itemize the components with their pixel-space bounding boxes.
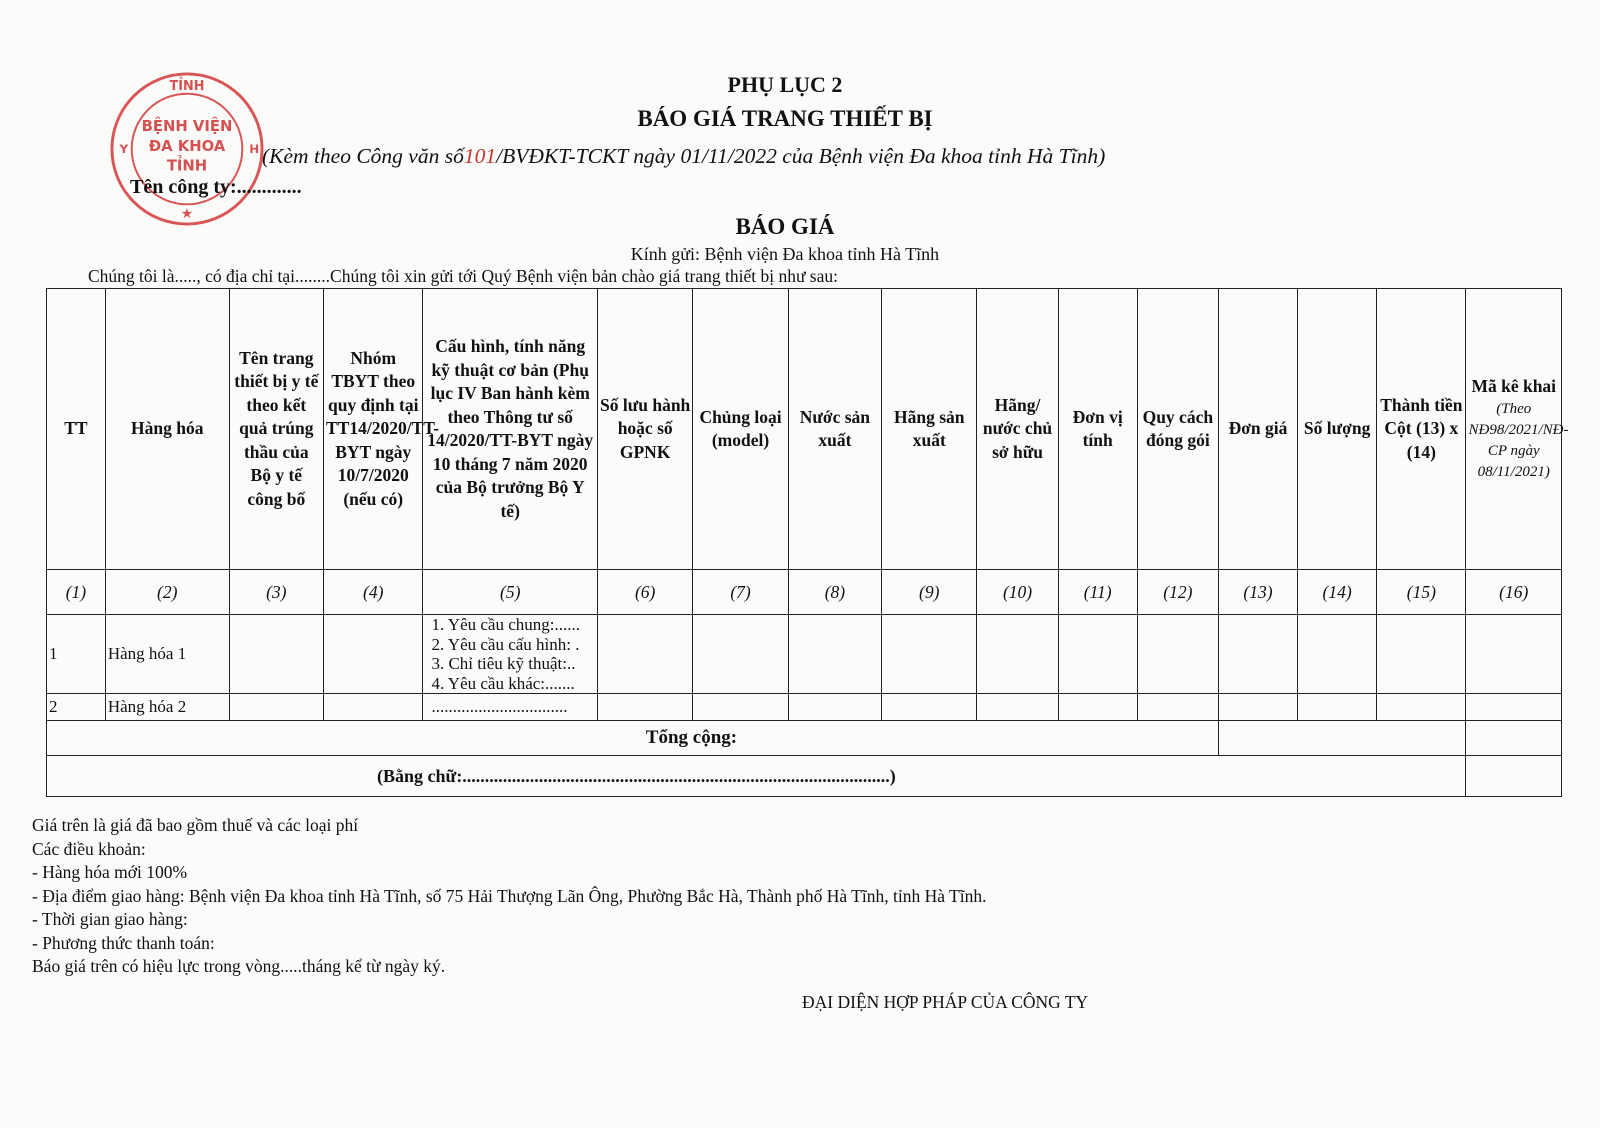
appendix-title: PHỤ LỤC 2 xyxy=(727,72,843,97)
header-cell: Tên trang thiết bị y tế theo kết quả trúng thầu của Bộ y tế công bố xyxy=(229,289,323,570)
header-cell-label: Mã kê khai xyxy=(1471,375,1557,396)
empty-cell xyxy=(1137,615,1218,694)
subtitle-number: 101 xyxy=(463,144,497,168)
table-row xyxy=(47,694,1562,721)
column-number: (8) xyxy=(788,570,881,615)
header-cell: Nhóm TBYT theo quy định tại TT14/2020/TT-BYT ngày 10/7/2020 (nếu có) xyxy=(324,289,423,570)
svg-text:ĐA KHOA: ĐA KHOA xyxy=(148,137,226,155)
terms-notes xyxy=(32,814,986,979)
note-line: Giá trên là giá đã bao gồm thuế và các loại phí xyxy=(32,815,359,835)
note-line: Báo giá trên có hiệu lực trong vòng.....tháng kể từ ngày ký. xyxy=(32,956,446,976)
config-line: 2. Yêu cầu cấu hình: . xyxy=(431,634,580,654)
column-number: (15) xyxy=(1377,570,1466,615)
header-cell: Đơn giá xyxy=(1218,289,1297,570)
intro-line: Chúng tôi là....., có địa chỉ tại........Chúng tôi xin gửi tới Quý Bệnh viện bản chào giá trang thiết bị như sau: xyxy=(88,266,838,286)
total-label: Tổng cộng: xyxy=(47,721,1219,756)
total-row xyxy=(47,721,1562,756)
empty-cell xyxy=(1058,694,1137,721)
note-line: Các điều khoản: xyxy=(32,838,146,859)
header-cell: Hãng sản xuất xyxy=(882,289,977,570)
column-number: (11) xyxy=(1058,570,1137,615)
empty-cell xyxy=(1466,615,1562,694)
column-number: (5) xyxy=(423,570,598,615)
empty-cell xyxy=(229,694,323,721)
svg-text:TỈNH: TỈNH xyxy=(166,157,208,175)
header-cell: Số lượng xyxy=(1298,289,1377,570)
empty-cell xyxy=(1298,615,1377,694)
empty-cell xyxy=(597,694,692,721)
config-cell xyxy=(423,615,598,694)
note-line: - Phương thức thanh toán: xyxy=(32,932,215,953)
empty-cell xyxy=(693,694,788,721)
company-name-line: Tên công ty:............. xyxy=(130,176,302,198)
column-number: (4) xyxy=(324,570,423,615)
column-number: (1) xyxy=(47,570,106,615)
empty-cell xyxy=(882,694,977,721)
signature-label: ĐẠI DIỆN HỢP PHÁP CỦA CÔNG TY xyxy=(802,992,1089,1012)
header-cell: Số lưu hành hoặc số GPNK xyxy=(597,289,692,570)
header-cell: Hàng hóa xyxy=(105,289,229,570)
empty-cell xyxy=(324,694,423,721)
greeting-line: Kính gửi: Bệnh viện Đa khoa tỉnh Hà Tĩnh xyxy=(630,244,940,264)
empty-cell xyxy=(788,694,881,721)
header-row xyxy=(47,289,1562,570)
header-cell: Thành tiền Cột (13) x (14) xyxy=(1377,289,1466,570)
empty-cell xyxy=(1058,615,1137,694)
empty-cell xyxy=(1298,694,1377,721)
svg-text:H: H xyxy=(249,141,260,156)
item-name: Hàng hóa 1 xyxy=(105,615,229,694)
header-cell: Cấu hình, tính năng kỹ thuật cơ bản (Phụ lục IV Ban hành kèm theo Thông tư số 14/2020/TT-BYT ngày 10 tháng 7 năm 2020 của Bộ trưởng Bộ Y tế) xyxy=(423,289,598,570)
note-line: - Hàng hóa mới 100% xyxy=(32,862,188,882)
header-cell: Hãng/ nước chủ sở hữu xyxy=(977,289,1058,570)
document-title: BÁO GIÁ TRANG THIẾT BỊ xyxy=(637,106,933,131)
column-number: (10) xyxy=(977,570,1058,615)
column-number: (2) xyxy=(105,570,229,615)
empty-cell xyxy=(1218,615,1297,694)
config-line: 3. Chỉ tiêu kỹ thuật:.. xyxy=(431,654,576,673)
empty-cell xyxy=(1377,615,1466,694)
header-cell: Đơn vị tính xyxy=(1058,289,1137,570)
header-cell: Quy cách đóng gói xyxy=(1137,289,1218,570)
header-cell: Nước sản xuất xyxy=(788,289,881,570)
empty-cell xyxy=(1377,694,1466,721)
item-name: Hàng hóa 2 xyxy=(105,694,229,721)
row-number: 2 xyxy=(47,694,106,721)
header-cell-declaration-code xyxy=(1466,289,1569,570)
empty-cell xyxy=(977,694,1058,721)
empty-cell xyxy=(693,615,788,694)
empty-cell xyxy=(1218,694,1297,721)
empty-cell xyxy=(788,615,881,694)
row-number: 1 xyxy=(47,615,106,694)
svg-text:★: ★ xyxy=(180,206,194,223)
column-number: (12) xyxy=(1137,570,1218,615)
column-number: (7) xyxy=(693,570,788,615)
svg-text:TỈNH: TỈNH xyxy=(169,78,205,94)
column-number: (3) xyxy=(229,570,323,615)
svg-text:BỆNH VIỆN: BỆNH VIỆN xyxy=(141,118,233,136)
config-line: 4. Yêu cầu khác:....... xyxy=(431,673,575,693)
column-number-row xyxy=(47,570,1562,615)
header-cell: Chủng loại (model) xyxy=(693,289,788,570)
empty-cell xyxy=(882,615,977,694)
total-amount xyxy=(1218,721,1466,756)
empty-cell xyxy=(324,615,423,694)
column-number: (9) xyxy=(882,570,977,615)
config-cell: ................................ xyxy=(423,694,598,721)
document-subtitle xyxy=(262,144,1105,169)
amount-in-words-row xyxy=(47,756,1562,797)
quote-heading: BÁO GIÁ xyxy=(735,214,835,239)
subtitle-prefix: (Kèm theo Công văn số xyxy=(262,144,464,168)
amount-in-words: (Bằng chữ:...............................................................................................) xyxy=(47,756,1466,797)
svg-text:Y: Y xyxy=(119,141,129,156)
empty-cell xyxy=(977,615,1058,694)
note-line: - Địa điểm giao hàng: Bệnh viện Đa khoa tỉnh Hà Tĩnh, số 75 Hải Thượng Lãn Ông, Phường Bắc Hà, Thành phố Hà Tĩnh, tỉnh Hà Tĩnh. xyxy=(32,885,987,906)
subtitle-suffix: /BVĐKT-TCKT ngày 01/11/2022 của Bệnh viện Đa khoa tỉnh Hà Tĩnh) xyxy=(496,144,1106,168)
empty-cell xyxy=(597,615,692,694)
table-row xyxy=(47,615,1562,694)
column-number: (13) xyxy=(1218,570,1297,615)
note-line: - Thời gian giao hàng: xyxy=(32,909,188,929)
empty-cell xyxy=(1466,721,1562,756)
config-line: 1. Yêu cầu chung:...... xyxy=(431,615,580,634)
empty-cell xyxy=(1137,694,1218,721)
header-cell: TT xyxy=(47,289,106,570)
empty-cell xyxy=(1466,694,1562,721)
empty-cell xyxy=(1466,756,1562,797)
column-number: (16) xyxy=(1466,570,1562,615)
empty-cell xyxy=(229,615,323,694)
header-cell-note: (Theo NĐ98/2021/NĐ-CP ngày 08/11/2021) xyxy=(1468,400,1569,480)
column-number: (6) xyxy=(597,570,692,615)
quotation-table xyxy=(46,288,1569,797)
column-number: (14) xyxy=(1298,570,1377,615)
